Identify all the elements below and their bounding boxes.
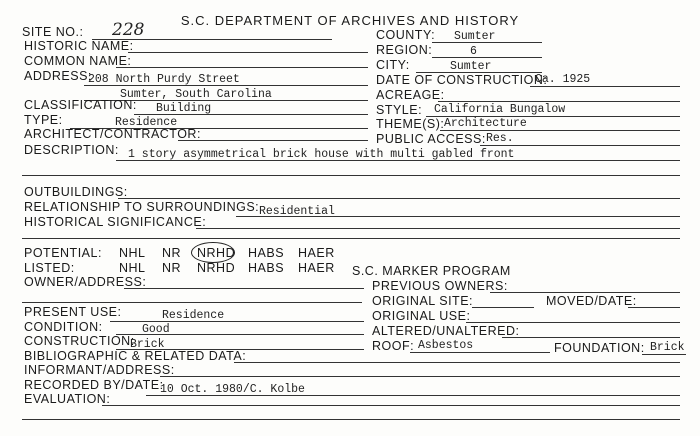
recorded-by-label: RECORDED BY/DATE:: [24, 378, 164, 392]
present-use-label: PRESENT USE:: [24, 305, 122, 319]
classification-label: CLASSIFICATION:: [24, 98, 137, 112]
potential-habs: HABS: [248, 246, 285, 260]
significance-line-2: [22, 238, 680, 239]
original-use-label: ORIGINAL USE:: [372, 309, 471, 323]
relationship-line: [236, 216, 680, 217]
public-access-value: Res.: [486, 132, 514, 145]
region-label: REGION:: [376, 43, 433, 57]
type-label: TYPE:: [24, 113, 63, 127]
classification-value: Building: [156, 102, 212, 115]
recorded-by-value: 10 Oct. 1980/C. Kolbe: [160, 383, 305, 396]
original-use-line: [466, 322, 680, 323]
card-title: S.C. DEPARTMENT OF ARCHIVES AND HISTORY: [180, 13, 520, 28]
outbuildings-line: [118, 198, 680, 199]
acreage-label: ACREAGE:: [376, 88, 445, 102]
condition-value: Good: [142, 323, 170, 336]
previous-owners-label: PREVIOUS OWNERS:: [372, 279, 508, 293]
marker-program-label: S.C. MARKER PROGRAM: [352, 264, 511, 278]
significance-label: HISTORICAL SIGNIFICANCE:: [24, 215, 207, 229]
architect-line: [178, 140, 368, 141]
site-no-value: 228: [112, 20, 145, 40]
outbuildings-label: OUTBUILDINGS:: [24, 185, 128, 199]
potential-haer: HAER: [298, 246, 335, 260]
potential-label: POTENTIAL:: [24, 246, 102, 260]
previous-owners-line: [490, 292, 680, 293]
description-line-1: [116, 160, 680, 161]
description-line-2: [22, 175, 680, 176]
address-label: ADDRESS:: [24, 69, 92, 83]
informant-address-label: INFORMANT/ADDRESS:: [24, 363, 175, 377]
owner-address-label: OWNER/ADDRESS:: [24, 275, 147, 289]
theme-value: Architecture: [444, 117, 527, 130]
evaluation-label: EVALUATION:: [24, 392, 111, 406]
public-access-line: [480, 145, 680, 146]
roof-value: Asbestos: [418, 339, 474, 352]
county-line: [432, 42, 542, 43]
bibliographic-label: BIBLIOGRAPHIC & RELATED DATA:: [24, 349, 247, 363]
region-line: [432, 57, 542, 58]
theme-label: THEME(S):: [376, 117, 445, 131]
listed-label: LISTED:: [24, 261, 75, 275]
potential-nrhd: NRHD: [197, 246, 236, 260]
city-value: Sumter: [450, 60, 492, 73]
original-site-label: ORIGINAL SITE:: [372, 294, 474, 308]
date-construction-value: Ca. 1925: [535, 73, 591, 86]
common-name-label: COMMON NAME:: [24, 54, 132, 68]
condition-line: [116, 334, 364, 335]
construction-label: CONSTRUCTION:: [24, 334, 135, 348]
listed-habs: HABS: [248, 261, 285, 275]
present-use-value: Residence: [162, 309, 225, 322]
owner-address-line: [124, 288, 364, 289]
relationship-value: Residential: [259, 205, 335, 218]
owner-address-line-2: [22, 302, 362, 303]
date-construction-line: [530, 86, 680, 87]
listed-nr: NR: [162, 261, 182, 275]
relationship-label: RELATIONSHIP TO SURROUNDINGS:: [24, 200, 260, 214]
roof-label: ROOF:: [372, 339, 415, 353]
type-value: Residence: [115, 116, 178, 129]
altered-unaltered-line: [502, 337, 680, 338]
original-site-line: [472, 307, 534, 308]
address-line-2: Sumter, South Carolina: [120, 88, 272, 101]
foundation-line: [642, 354, 686, 355]
common-name-line: [116, 67, 368, 68]
address-line-1-rule: [84, 85, 368, 86]
potential-nr: NR: [162, 246, 182, 260]
evaluation-line-2: [22, 419, 680, 420]
evaluation-line-1: [102, 405, 680, 406]
bibliographic-line: [234, 362, 680, 363]
roof-line: [410, 352, 550, 353]
public-access-label: PUBLIC ACCESS:: [376, 132, 486, 146]
county-value: Sumter: [454, 30, 496, 43]
foundation-label: FOUNDATION:: [554, 341, 645, 355]
moved-date-line: [628, 307, 680, 308]
date-construction-label: DATE OF CONSTRUCTION:: [376, 73, 548, 87]
foundation-value: Brick: [650, 341, 685, 354]
theme-line: [440, 130, 680, 131]
recorded-by-line: [146, 395, 680, 396]
acreage-line: [438, 101, 680, 102]
site-no-label: SITE NO.:: [22, 25, 84, 39]
description-label: DESCRIPTION:: [24, 143, 119, 157]
historic-name-line: [128, 52, 368, 53]
construction-value: Brick: [130, 338, 165, 351]
city-label: CITY:: [376, 58, 410, 72]
altered-unaltered-label: ALTERED/UNALTERED:: [372, 324, 520, 338]
architect-label: ARCHITECT/CONTRACTOR:: [24, 127, 201, 141]
significance-line-1: [196, 228, 680, 229]
historic-name-label: HISTORIC NAME:: [24, 39, 134, 53]
classification-line: [134, 114, 368, 115]
potential-nhl: NHL: [119, 246, 146, 260]
style-value: California Bungalow: [434, 103, 566, 116]
moved-date-label: MOVED/DATE:: [546, 294, 637, 308]
county-label: COUNTY:: [376, 28, 436, 42]
present-use-line: [110, 321, 364, 322]
condition-label: CONDITION:: [24, 320, 103, 334]
listed-nhl: NHL: [119, 261, 146, 275]
description-value: 1 story asymmetrical brick house with multi gabled front: [128, 148, 515, 161]
listed-nrhd: NRHD: [197, 261, 236, 275]
nrhd-circle-mark: [191, 242, 235, 263]
region-value: 6: [470, 45, 477, 58]
address-line-1: 208 North Purdy Street: [88, 73, 240, 86]
informant-address-line: [160, 376, 680, 377]
style-label: STYLE:: [376, 103, 423, 117]
listed-haer: HAER: [298, 261, 335, 275]
